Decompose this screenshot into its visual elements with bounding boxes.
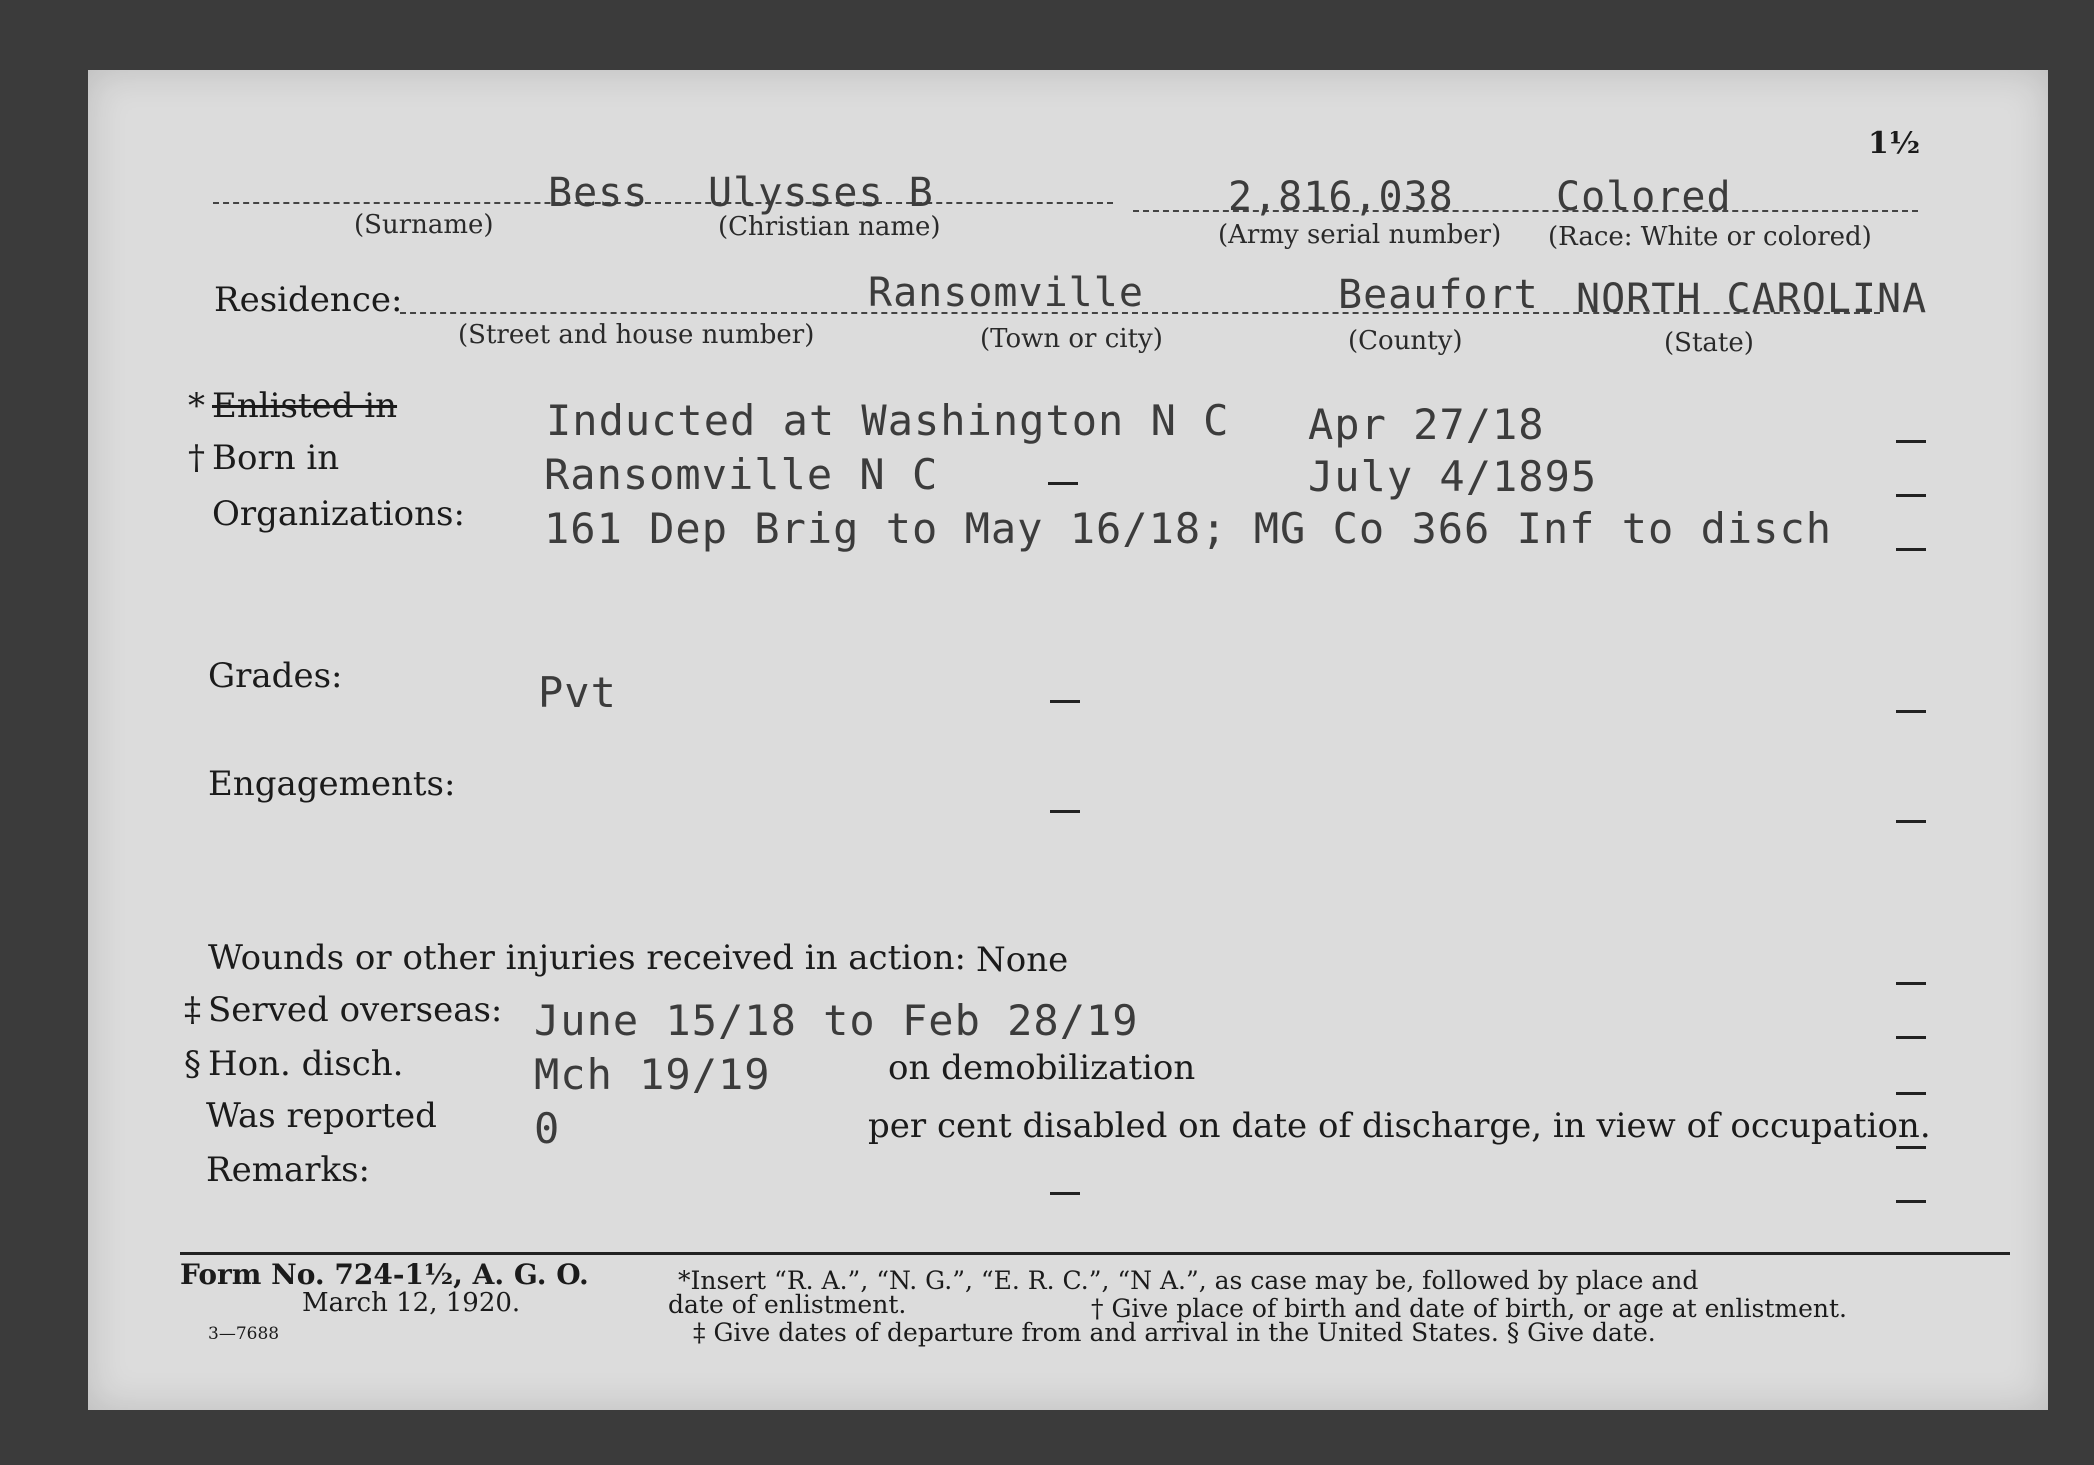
disch-label: Hon. disch. bbox=[208, 1044, 404, 1084]
town-caption: (Town or city) bbox=[980, 324, 1163, 354]
christian-name-value: Ulysses B bbox=[708, 170, 934, 216]
surname-caption: (Surname) bbox=[354, 210, 494, 240]
engagements-label: Engagements: bbox=[208, 764, 456, 804]
christian-name-caption: (Christian name) bbox=[718, 212, 941, 242]
remarks-label: Remarks: bbox=[206, 1150, 370, 1190]
town-value: Ransomville bbox=[868, 270, 1144, 316]
overseas-label: Served overseas: bbox=[208, 990, 503, 1030]
grades-label: Grades: bbox=[208, 656, 343, 696]
form-date: March 12, 1920. bbox=[302, 1288, 521, 1318]
dash-wounds bbox=[1896, 982, 1926, 985]
street-caption: (Street and house number) bbox=[458, 320, 815, 350]
residence-label: Residence: bbox=[214, 280, 403, 320]
service-record-card bbox=[88, 70, 2048, 1410]
wounds-value: None bbox=[976, 940, 1069, 980]
born-marker: † bbox=[188, 438, 205, 478]
dash-engagements bbox=[1896, 820, 1926, 823]
dash-overseas bbox=[1896, 1036, 1926, 1039]
enlisted-label: Enlisted in bbox=[212, 386, 398, 426]
serial-number-value: 2,816,038 bbox=[1228, 174, 1454, 220]
footnote-2a: date of enlistment. bbox=[668, 1290, 907, 1319]
county-value: Beaufort bbox=[1338, 272, 1539, 318]
race-value: Colored bbox=[1556, 174, 1732, 220]
wounds-label: Wounds or other injuries received in action: bbox=[208, 938, 966, 978]
footnote-1: *Insert “R. A.”, “N. G.”, “E. R. C.”, “N A.”, as case may be, followed by place and bbox=[678, 1266, 1699, 1295]
dash-reported bbox=[1896, 1146, 1926, 1149]
dash-remarks-mid bbox=[1050, 1192, 1080, 1195]
surname-value: Bess bbox=[548, 170, 649, 216]
reported-label: Was reported bbox=[206, 1096, 437, 1136]
dash-grades-mid bbox=[1050, 700, 1080, 703]
name-line bbox=[213, 202, 1113, 204]
state-value: NORTH CAROLINA bbox=[1576, 276, 1928, 322]
born-value: Ransomville N C bbox=[544, 450, 939, 499]
overseas-value: June 15/18 to Feb 28/19 bbox=[534, 996, 1139, 1045]
state-caption: (State) bbox=[1664, 328, 1754, 358]
footer-rule bbox=[180, 1252, 2010, 1255]
organizations-label: Organizations: bbox=[212, 494, 465, 534]
enlisted-value: Inducted at Washington N C bbox=[546, 396, 1230, 445]
dash-engagements-mid bbox=[1050, 810, 1080, 813]
dash-organizations bbox=[1896, 548, 1926, 551]
serial-caption: (Army serial number) bbox=[1218, 220, 1502, 250]
form-number: Form No. 724-1½, A. G. O. bbox=[180, 1258, 589, 1291]
organizations-value: 161 Dep Brig to May 16/18; MG Co 366 Inf to disch bbox=[544, 504, 1833, 553]
overseas-marker: ‡ bbox=[184, 990, 201, 1030]
grades-value: Pvt bbox=[538, 668, 617, 717]
county-caption: (County) bbox=[1348, 326, 1463, 356]
reported-value: 0 bbox=[534, 1104, 561, 1153]
dash-grades bbox=[1896, 710, 1926, 713]
dash-disch bbox=[1896, 1092, 1926, 1095]
print-code: 3—7688 bbox=[208, 1324, 280, 1344]
footnote-2b: † Give place of birth and date of birth, or age at enlistment. bbox=[1091, 1294, 1847, 1323]
born-date: July 4/1895 bbox=[1308, 452, 1598, 501]
card-number: 1½ bbox=[1868, 126, 1921, 161]
disch-value: Mch 19/19 bbox=[534, 1050, 771, 1099]
born-label: Born in bbox=[212, 438, 340, 478]
enlisted-date: Apr 27/18 bbox=[1308, 400, 1545, 449]
reported-text: per cent disabled on date of discharge, in view of occupation. bbox=[868, 1106, 1931, 1146]
footnote-3: ‡ Give dates of departure from and arrival in the United States. § Give date. bbox=[693, 1318, 1656, 1347]
dash-born bbox=[1896, 494, 1926, 497]
disch-marker: § bbox=[184, 1044, 201, 1084]
dash-enlisted bbox=[1896, 440, 1926, 443]
dash-born-mid bbox=[1048, 482, 1078, 485]
enlisted-marker: * bbox=[188, 386, 205, 426]
dash-remarks bbox=[1896, 1200, 1926, 1203]
disch-reason: on demobilization bbox=[888, 1048, 1196, 1088]
race-caption: (Race: White or colored) bbox=[1548, 222, 1872, 252]
